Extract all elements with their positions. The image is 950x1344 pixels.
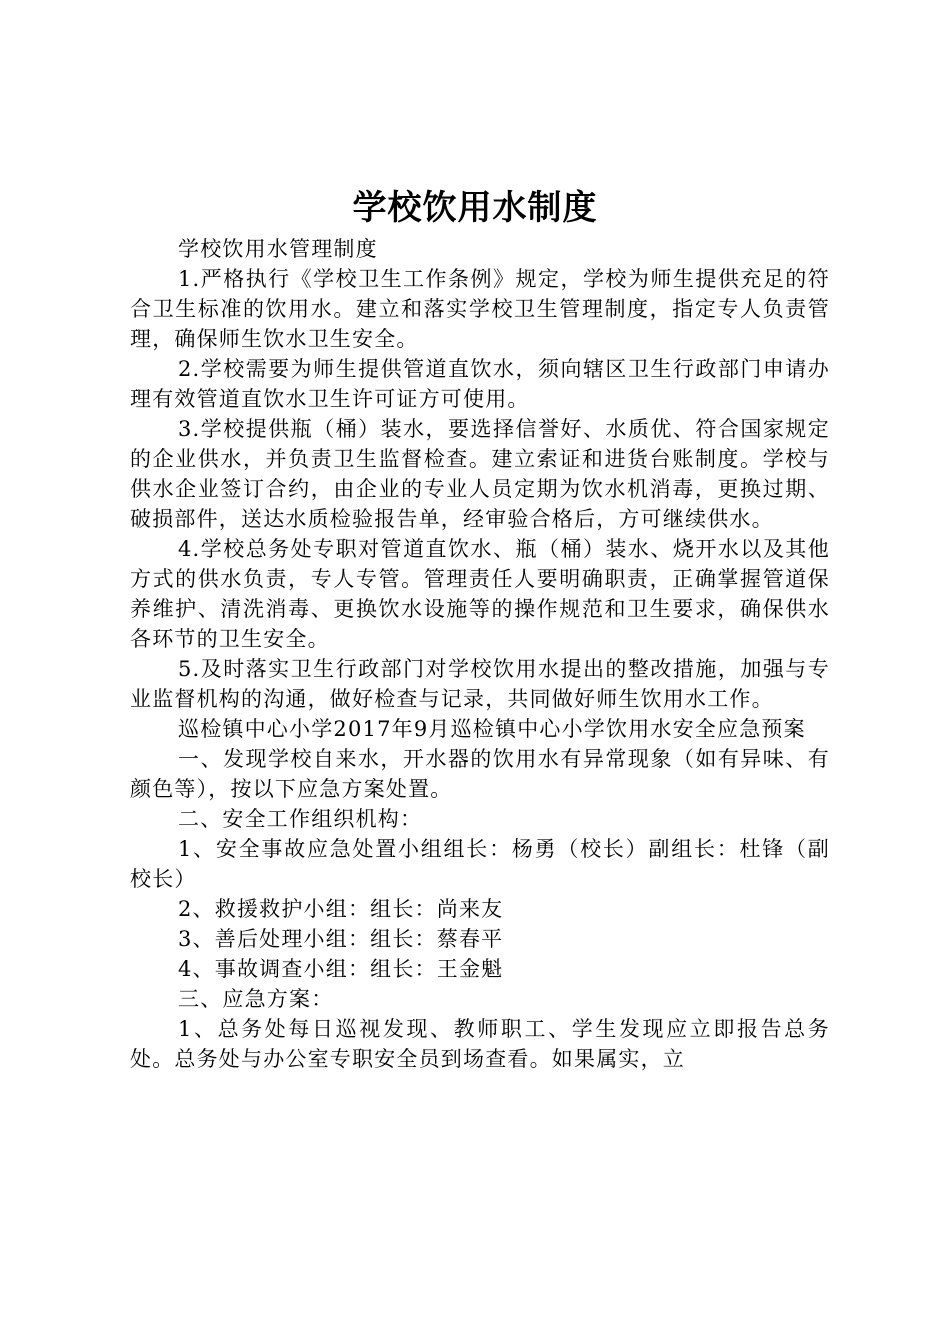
- paragraph-team-1: 1、安全事故应急处置小组组长：杨勇（校长）副组长：杜锋（副校长）: [130, 837, 830, 891]
- paragraph-rule-2: 2.学校需要为师生提供管道直饮水，须向辖区卫生行政部门申请办理有效管道直饮水卫生许可证方可使用。: [130, 357, 830, 411]
- paragraph-rule-3: 3.学校提供瓶（桶）装水，要选择信誉好、水质优、符合国家规定的企业供水，并负责卫生监督检查。建立索证和进货台账制度。学校与供水企业签订合约，由企业的专业人员定期为饮水机消毒，更换过期、破损部件，送达水质检验报告单，经审验合格后，方可继续供水。: [130, 417, 830, 531]
- document-body: [130, 234, 830, 1074]
- paragraph-team-3: 3、善后处理小组：组长：蔡春平: [178, 927, 504, 951]
- paragraph-subtitle: 学校饮用水管理制度: [178, 237, 378, 261]
- paragraph-rule-4: 4.学校总务处专职对管道直饮水、瓶（桶）装水、烧开水以及其他方式的供水负责，专人专管。管理责任人要明确职责，正确掌握管道保养维护、清洗消毒、更换饮水设施等的操作规范和卫生要求，确保供水各环节的卫生安全。: [130, 537, 830, 651]
- document-title: 学校饮用水制度: [352, 188, 598, 228]
- paragraph-rule-1: 1.严格执行《学校卫生工作条例》规定，学校为师生提供充足的符合卫生标准的饮用水。建立和落实学校卫生管理制度，指定专人负责管理，确保师生饮水卫生安全。: [130, 267, 830, 351]
- paragraph-rule-5: 5.及时落实卫生行政部门对学校饮用水提出的整改措施，加强与专业监督机构的沟通，做好检查与记录，共同做好师生饮用水工作。: [130, 657, 830, 711]
- paragraph-section-3: 三、应急方案：: [178, 987, 334, 1011]
- paragraph-plan-1: 1、总务处每日巡视发现、教师职工、学生发现应立即报告总务处。总务处与办公室专职安全员到场查看。如果属实，立: [130, 1017, 830, 1071]
- paragraph-section-2: 二、安全工作组织机构：: [178, 807, 423, 831]
- paragraph-school-plan-title: 巡检镇中心小学2017年9月巡检镇中心小学饮用水安全应急预案: [178, 717, 806, 741]
- paragraph-team-4: 4、事故调查小组：组长：王金魁: [178, 957, 504, 981]
- paragraph-section-1: 一、发现学校自来水，开水器的饮用水有异常现象（如有异味、有颜色等），按以下应急方案处置。: [130, 747, 830, 801]
- paragraph-team-2: 2、救援救护小组：组长：尚来友: [178, 897, 504, 921]
